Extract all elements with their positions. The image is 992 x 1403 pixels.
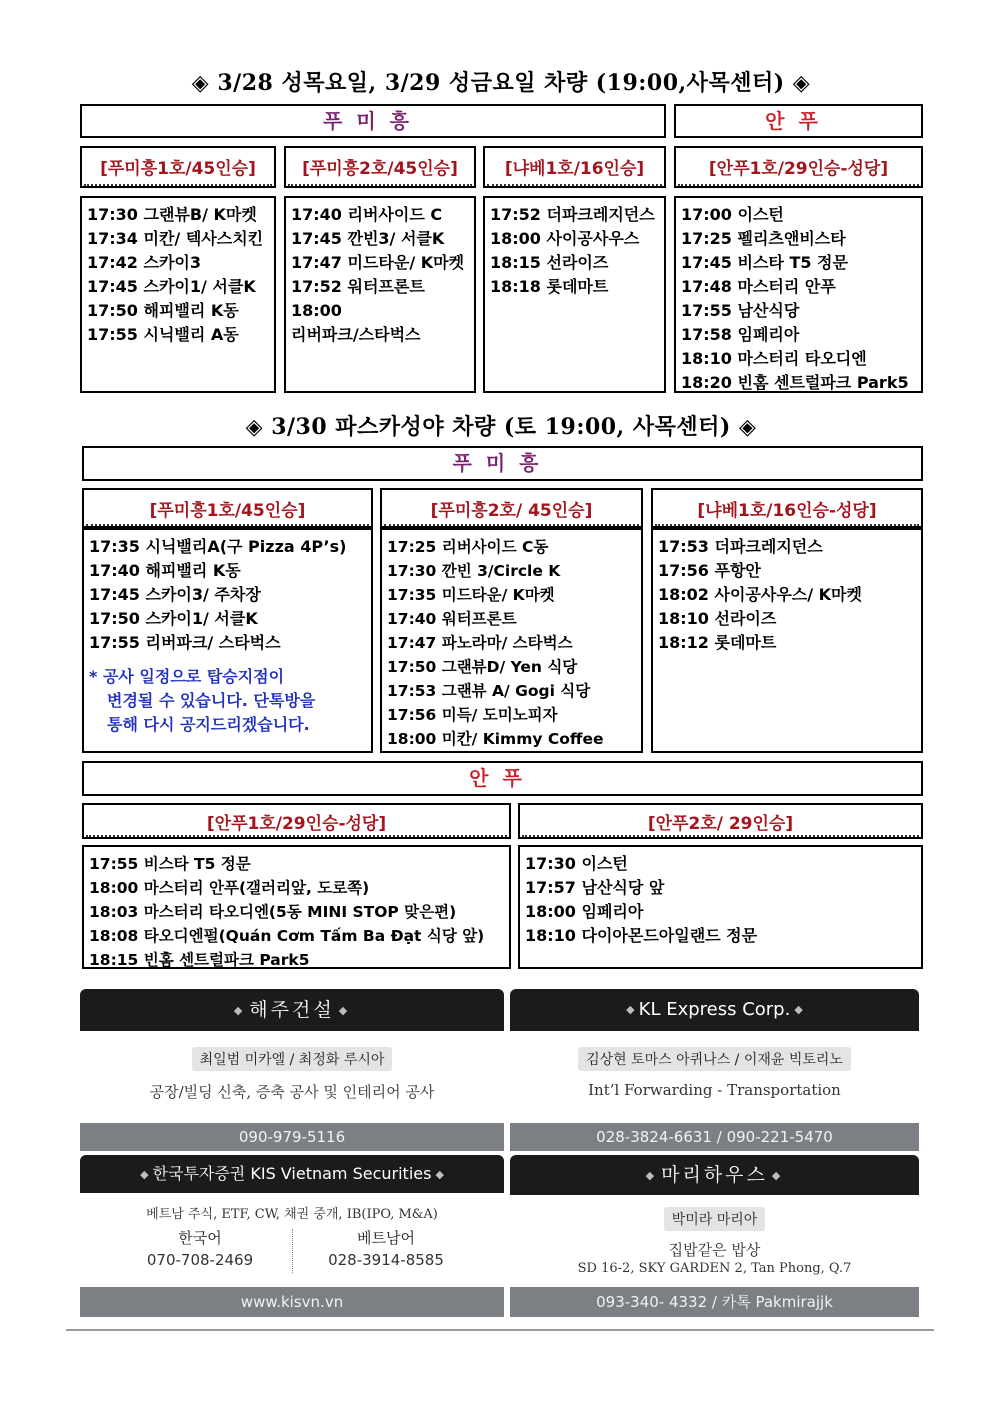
footer-rule	[66, 1329, 934, 1331]
s1-column-header-1-label: [푸미흥1호/45인승]	[100, 159, 256, 179]
s1-column-3-stops	[483, 196, 666, 393]
ad-kis-securities	[80, 1155, 504, 1317]
ad-mari-person: 박미라 마리아	[664, 1207, 766, 1231]
stop-item: 17:00 이스턴	[681, 205, 784, 224]
construction-notice	[89, 665, 371, 737]
group-header-anphu: 안푸	[674, 104, 923, 138]
s1-column-header-3-label: [냐베1호/16인승]	[504, 159, 645, 179]
stop-item: 17:30 깐빈 3/Circle K	[387, 562, 561, 580]
s2-column-2-stops	[380, 528, 643, 753]
stop-item: 17:58 임페리아	[681, 325, 800, 344]
ad-kl-name: KL Express Corp.	[638, 999, 791, 1020]
stop-item: 18:15 빈홈 센트럴파크 Park5	[89, 951, 310, 969]
ad-mari-header	[510, 1155, 919, 1195]
stop-item: 17:47 파노라마/ 스타벅스	[387, 634, 573, 652]
ad-kis-website[interactable]: www.kisvn.vn	[80, 1287, 504, 1317]
diamond-icon: ◆	[794, 1003, 803, 1016]
stop-item: 18:12 롯데마트	[658, 633, 777, 652]
ad-haeju-header	[80, 989, 504, 1031]
section2-title: ◈ 3/30 파스카성야 차량 (토 19:00, 사목센터) ◈	[245, 414, 757, 440]
s1-column-2-stops	[284, 196, 476, 393]
stop-item: 17:56 미득/ 도미노피자	[387, 706, 558, 724]
stop-item: 17:55 시닉밸리 A동	[87, 325, 239, 344]
s2-column-header-1	[82, 488, 373, 528]
stop-item: 17:55 리버파크/ 스타벅스	[89, 633, 281, 652]
stop-item: 17:50 그랜뷰D/ Yen 식당	[387, 658, 578, 676]
stop-item: 17:53 그랜뷰 A/ Gogi 식당	[387, 682, 591, 700]
stop-item: 17:42 스카이3	[87, 253, 202, 272]
stop-item: 18:10 마스터리 타오디엔	[681, 349, 867, 368]
ad-kl-express	[510, 989, 919, 1151]
diamond-icon: ◆	[233, 1003, 246, 1017]
stop-item: 17:45 깐빈3/ 서클K	[291, 229, 445, 248]
ad-kis-lang1: 한국어	[178, 1229, 222, 1247]
s2-anpu-header-2	[518, 803, 923, 839]
stop-item: 18:00 사이공사우스	[490, 229, 640, 248]
s2-column-1-stops	[82, 528, 373, 753]
stop-item: 18:15 선라이즈	[490, 253, 609, 272]
diamond-icon: ◆	[338, 1003, 351, 1017]
stop-item: 17:30 그랜뷰B/ K마켓	[87, 205, 257, 224]
notice-line: 통해 다시 공지드리겠습니다.	[107, 715, 310, 734]
stop-item: 17:45 스카이3/ 주차장	[89, 585, 261, 604]
s2-anpu-header-1	[82, 803, 511, 839]
notice-line: * 공사 일정으로 탑승지점이	[89, 667, 285, 686]
s1-column-header-3	[483, 146, 666, 188]
stop-item: 18:00	[291, 301, 342, 320]
stop-item: 17:47 미드타운/ K마켓	[291, 253, 465, 272]
notice-line: 변경될 수 있습니다. 단톡방을	[107, 691, 316, 710]
stop-item: 17:57 남산식당 앞	[525, 878, 665, 897]
ad-mari-house	[510, 1155, 919, 1317]
ad-haeju-construction	[80, 989, 504, 1151]
stop-item: 17:50 해피밸리 K동	[87, 301, 239, 320]
stop-item: 17:53 더파크레지던스	[658, 537, 823, 556]
stop-item: 17:45 스카이1/ 서클K	[87, 277, 256, 296]
ad-mari-desc: 집밥같은 밥상	[668, 1241, 761, 1259]
stop-item: 17:56 푸항안	[658, 561, 761, 580]
stop-item: 17:25 펠리츠앤비스타	[681, 229, 846, 248]
s1-column-header-4-label: [안푸1호/29인승-성당]	[708, 159, 889, 179]
stop-item: 17:52 더파크레지던스	[490, 205, 655, 224]
diamond-icon: ◆	[771, 1168, 784, 1182]
stop-item: 18:00 임페리아	[525, 902, 644, 921]
stop-item: 17:50 스카이1/ 서클K	[89, 609, 258, 628]
stop-item: 17:52 워터프론트	[291, 277, 425, 296]
s2-column-header-3-label: [냐베1호/16인승-성당]	[697, 501, 877, 521]
stop-item: 18:20 빈홈 센트럴파크 Park5	[681, 373, 909, 392]
s1-column-header-2-label: [푸미흥2호/45인승]	[302, 159, 458, 179]
stop-item: 18:00 마스터리 안푸(갤러리앞, 도로쪽)	[89, 879, 370, 897]
ad-kis-lang2: 베트남어	[357, 1229, 415, 1247]
ad-kis-desc: 베트남 주식, ETF, CW, 채권 중개, IB(IPO, M&A)	[146, 1207, 438, 1222]
s2-column-header-2-label: [푸미흥2호/ 45인승]	[430, 501, 593, 521]
ad-kis-name: 한국투자증권 KIS Vietnam Securities	[152, 1164, 432, 1183]
s2-anpu-column-2-stops	[518, 845, 923, 969]
ad-haeju-desc: 공장/빌딩 신축, 증축 공사 및 인테리어 공사	[149, 1083, 435, 1101]
ad-haeju-name: 해주건설	[249, 999, 335, 1021]
group-header-phumyhung: 푸미흥	[80, 104, 666, 138]
stop-item: 17:25 리버사이드 C동	[387, 538, 549, 556]
ad-kis-vietnamese	[306, 1227, 466, 1269]
stop-item: 18:02 사이공사우스/ K마켓	[658, 585, 862, 604]
s2-anpu-header-2-label: [안푸2호/ 29인승]	[647, 814, 794, 834]
divider	[292, 1229, 293, 1273]
stop-item: 18:08 타오디엔펄(Quán Cơm Tấm Ba Đạt 식당 앞)	[89, 927, 485, 945]
diamond-icon: ◆	[140, 1167, 149, 1181]
stop-item: 17:40 리버사이드 C	[291, 205, 443, 224]
stop-item: 17:55 비스타 T5 정문	[89, 855, 251, 873]
s2-column-header-1-label: [푸미흥1호/45인승]	[149, 501, 306, 521]
ad-mari-contact: 093-340- 4332 / 카톡 Pakmirajjk	[510, 1287, 919, 1317]
s1-column-header-1	[80, 146, 276, 188]
stop-item: 17:34 미칸/ 텍사스치킨	[87, 229, 264, 248]
diamond-icon: ◆	[626, 1003, 635, 1016]
section1-title: ◈ 3/28 성목요일, 3/29 성금요일 차량 (19:00,사목센터) ◈	[191, 70, 811, 96]
s2-column-3-stops	[651, 528, 923, 753]
s1-column-header-4	[674, 146, 923, 188]
group-header-phumyhung-2: 푸미흥	[82, 446, 923, 481]
group-header-anphu-2: 안푸	[82, 761, 923, 796]
ad-kl-phone: 028-3824-6631 / 090-221-5470	[510, 1123, 919, 1151]
ad-mari-name: 마리하우스	[661, 1164, 768, 1186]
s2-column-header-2	[380, 488, 643, 528]
ad-kis-phone1: 070-708-2469	[146, 1251, 254, 1269]
ad-kis-phone2: 028-3914-8585	[328, 1251, 444, 1269]
stop-item: 17:55 남산식당	[681, 301, 800, 320]
ad-mari-address: SD 16-2, SKY GARDEN 2, Tan Phong, Q.7	[577, 1261, 852, 1276]
stop-item: 17:48 마스터리 안푸	[681, 277, 836, 296]
stop-item: 17:35 미드타운/ K마켓	[387, 586, 555, 604]
ad-kl-desc: Int’l Forwarding - Transportation	[588, 1081, 841, 1099]
diamond-icon: ◆	[435, 1167, 444, 1181]
stop-item: 17:40 해피밸리 K동	[89, 561, 241, 580]
s1-column-header-2	[284, 146, 476, 188]
ad-kis-korean	[120, 1227, 280, 1269]
s1-column-1-stops	[80, 196, 276, 393]
stop-item: 18:10 선라이즈	[658, 609, 777, 628]
s2-anpu-column-1-stops	[82, 845, 511, 969]
ad-kis-header	[80, 1155, 504, 1193]
stop-item: 17:35 시닉밸리A(구 Pizza 4P’s)	[89, 537, 347, 556]
stop-item: 18:18 롯데마트	[490, 277, 609, 296]
ad-haeju-people: 최일범 미카엘 / 최정화 루시아	[192, 1047, 393, 1071]
ad-haeju-phone: 090-979-5116	[80, 1123, 504, 1151]
s2-anpu-header-1-label: [안푸1호/29인승-성당]	[206, 814, 387, 834]
stop-item: 18:00 미칸/ Kimmy Coffee	[387, 730, 604, 748]
stop-item: 18:10 다이아몬드아일랜드 정문	[525, 926, 758, 945]
ad-kl-people: 김상현 토마스 아퀴나스 / 이재윤 빅토리노	[578, 1047, 851, 1071]
stop-item: 18:03 마스터리 타오디엔(5동 MINI STOP 맞은편)	[89, 903, 457, 921]
stop-item: 17:40 워터프론트	[387, 610, 517, 628]
s2-column-header-3	[651, 488, 923, 528]
diamond-icon: ◆	[645, 1168, 658, 1182]
ad-kl-header	[510, 989, 919, 1031]
stop-item: 리버파크/스타벅스	[291, 325, 421, 344]
s1-column-4-stops	[674, 196, 923, 393]
stop-item: 17:30 이스턴	[525, 854, 628, 873]
stop-item: 17:45 비스타 T5 정문	[681, 253, 848, 272]
